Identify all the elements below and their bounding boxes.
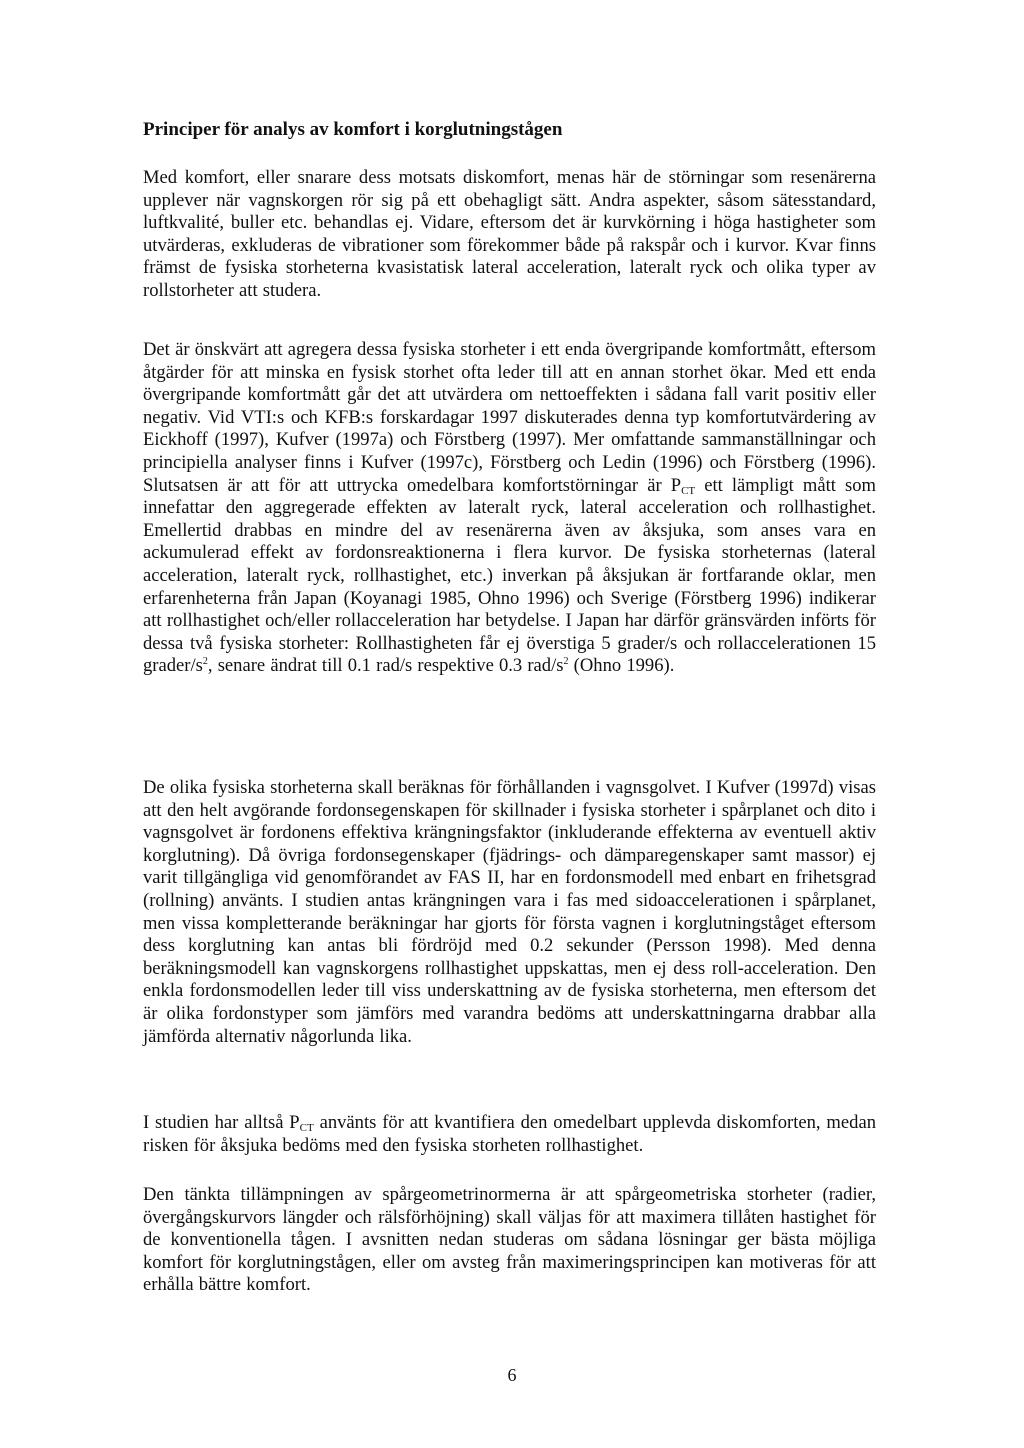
- p2-superscript-1: 2: [202, 656, 208, 668]
- paragraph-track-geometry: Den tänkta tillämpningen av spårgeometrinormerna är att spårgeometriska storheter (radier, övergångskurvors längder och rälsförhöjning) skall väljas för att maximera tillåten hastighet för de konventionella tågen. I avsnitten nedan studeras om sådana lösningar ger bästa möjliga komfort för korglutningstågen, eller om avsteg från maximeringsprincipen kan motiveras för att erhålla bättre komfort.: [143, 1184, 876, 1296]
- p2-subscript-ct: CT: [681, 484, 696, 497]
- p4-subscript-ct: CT: [299, 1122, 314, 1134]
- p2-text-a: Det är önskvärt att agregera dessa fysiska storheter i ett enda övergripande komfortmått, eftersom åtgärder för att minska en fysisk storhet ofta leder till att en annan storhet ökar. Med ett enda övergripande komfortmått går det att utvärdera om nettoeffekten i sådana fall varit positiv eller negativ. Vid VTI:s och KFB:s forskardagar 1997 diskuterades denna typ komfortutvärdering av Eickhoff (1997), Kufver (1997a) och Förstberg (1997). Mer omfattande sammanställningar och principiella analyser finns i Kufver (1997c), Förstberg och Ledin (1996) och Förstberg (1996). Slutsatsen är att för att uttrycka omedelbara komfortstörningar är P: [143, 339, 876, 496]
- paragraph-comfort-aggregation: [143, 339, 876, 678]
- p2-text-c: , senare ändrat till 0.1 rad/s respektive 0.3 rad/s: [207, 655, 564, 677]
- section-heading: Principer för analys av komfort i korglutningstågen: [143, 119, 563, 140]
- p2-text-d: (Ohno 1996).: [568, 655, 675, 677]
- p2-superscript-2: 2: [563, 656, 569, 668]
- paragraph-vehicle-model: De olika fysiska storheterna skall beräknas för förhållanden i vagnsgolvet. I Kufver (1997d) visas att den helt avgörande fordonsegenskapen för skillnader i fysiska storheter i spårplanet och dito i vagnsgolvet är fordonens effektiva krängningsfaktor (inkluderande effekterna av eventuell aktiv korglutning). Då övriga fordonsegenskaper (fjädrings- och dämparegenskaper samt massor) ej varit tillgängliga vid genomförandet av FAS II, har en fordonsmodell med enbart en frihetsgrad (rollning) använts. I studien antas krängningen vara i fas med sidoaccelerationen i spårplanet, men vissa kompletterande beräkningar har gjorts för första vagnen i korglutningståget eftersom dess korglutning kan antas bli fördröjd med 0.2 sekunder (Persson 1998). Med denna beräkningsmodell kan vagnskorgens rollhastighet uppskattas, men ej dess roll-acceleration. Den enkla fordonsmodellen leder till viss underskattning av de fysiska storheterna, men eftersom det är olika fordonstyper som jämförs med varandra bedöms att underskattningarna drabbar alla jämförda alternativ någorlunda lika.: [143, 777, 876, 1047]
- paragraph-study-measure: [143, 1112, 876, 1157]
- p2-text-b: ett lämpligt mått som innefattar den aggregerade effekten av lateralt ryck, lateral acceleration och rollhastighet. Emellertid drabbas en mindre del av resenärerna även av åksjuka, som anses vara en ackumulerad effekt av fordonsreaktionerna i flera kurvor. De fysiska storheternas (lateral acceleration, lateralt ryck, rollhastighet, etc.) inverkan på åksjukan är fortfarande oklar, men erfarenheterna från Japan (Koyanagi 1985, Ohno 1996) och Sverige (Förstberg 1996) indikerar att rollhastighet och/eller rollacceleration har betydelse. I Japan har därför gränsvärden införts för dessa två fysiska storheter: Rollhastigheten får ej överstiga 5 grader/s och rollaccelerationen 15 grader/s: [143, 474, 877, 677]
- paragraph-comfort-definition: Med komfort, eller snarare dess motsats diskomfort, menas här de störningar som resenärerna upplever när vagnskorgen rör sig på ett obehagligt sätt. Andra aspekter, såsom sätesstandard, luftkvalité, buller etc. behandlas ej. Vidare, eftersom det är kurvkörning i höga hastigheter som utvärderas, exkluderas de vibrationer som förekommer både på rakspår och i kurvor. Kvar finns främst de fysiska storheterna kvasistatisk lateral acceleration, lateralt ryck och olika typer av rollstorheter att studera.: [143, 167, 876, 301]
- p4-text-a: I studien har alltså P: [143, 1112, 300, 1133]
- page-number: 6: [507, 1365, 517, 1385]
- p4-text-b: använts för att kvantifiera den omedelbart upplevda diskomforten, medan risken för åksjuka bedöms med den fysiska storheten rollhastighet.: [143, 1112, 876, 1156]
